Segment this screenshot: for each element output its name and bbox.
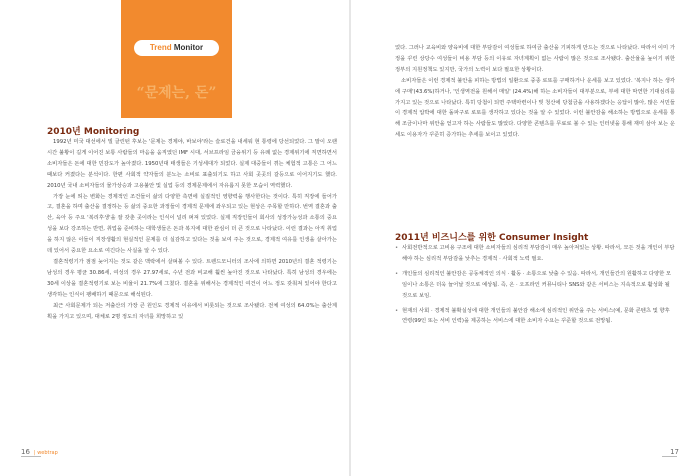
list-item: • 현재의 사회 · 경제적 불확실성에 대한 개인들의 불안감 해소에 심리적인 위안을 주는 서비스(예, 문화 콘텐츠 및 향후 연령(99인 또는 서비 인력)을 제공하는 서비스에 대한 소비자 수요는 꾸준할 것으로 전망됨. [395,306,675,328]
list-item: • 사회전반적으로 고비용 구조에 대한 소비자들의 심리적 부담감이 매우 높아져있는 상황. 따라서, 모든 것을 개인이 부담해야 하는 심리적 부담감을 낮추는 경제적 · 사회적 노력 필요. [395,243,675,265]
paragraph: 1992년 미국 대선에서 빌 클린턴 후보는 '문제는 경제야, 바보야'라는 슬로건을 내세워 현 통령에 당선되었다. 그 말이 오랜 시간 불황이 길게 이어진 보통 사람들의 마음을 움직였던 IMF 시대, 서브프라임 금융위기 등 유례 없는 경제위기에 직면하면서 소비자들은 돈에 대한 민감도가 높아졌다. 1950년대 태생들은 기성세대가 되었다. 실제 대중들이 겪는 체험적 고통은 그 어느 때보다 커졌다는 분석이다. 한편 사회적 약자들의 분노는 소비로 표출되기도 하고 사회 곳곳의 갈등으로 이어지기도 했다. 2010년 국내 소비자들의 물가상승과 고용불안 및 실업 등의 경제문제에서 자유롭지 못한 모습이 역력했다. [47,139,337,189]
article-title: “문제는, 돈” [136,85,217,101]
right-page [350,0,700,476]
left-body-text [47,137,337,437]
paragraph: 소비자들은 이런 경제적 불안을 피하는 방법의 일환으로 중종 로또를 구매하거나 운세를 보고 있었다. '복지나 하는 생각에 구매'(43.6%)하거나, '인생역전을 원해서 매일' (24.4%)해 하는 소비자들이 대부분으로, 부에 대한 막연한 기대심리를 가지고 있는 것으로 나타났다. 특히 당첨이 되면 주택마련이나 빚 청산에 당첨금을 사용하겠다는 응답이 많아, 많은 서민들이 경제적 압박에 대한 돌파구로 로또를 생각하고 있다는 것을 알 수 있었다. 이런 불안감을 해소하는 방법으로 운세를 통해 조금이나마 위안을 얻고자 하는 사람들도 많았다. 다양한 콘텐츠를 무료로 볼 수 있는 인터넷을 통해 재미 삼아 보는 운세도 이용자가 꾸준히 증가하는 추세를 보이고 있었다. [395,77,675,139]
page-number-right: 17 [670,448,679,456]
paragraph: 었다. 그러나 교육비와 양육비에 대한 부담감이 여성들로 하여금 출산을 기피하게 만드는 것으로 나타났다. 따라서 이미 가정을 꾸린 상당수 여성들이 비용 부담 등의 이유로 자녀계획이 없는 사람이 많은 것으로 조사됐다. 출산율을 높이기 위한 정부의 지원정책도 있지만, 국가의 노력이 보다 필요한 상황이다. [395,45,675,73]
insight-bullet-list [395,243,675,331]
right-body-text [395,43,675,193]
paragraph: 가장 눈에 띄는 변화는 경제적인 조건들이 삶의 다양한 측면에 실질적인 영향력을 행사한다는 것이다. 특히 직장에 들어가고, 결혼을 하며 출산을 결정하는 등 삶의 중요한 과정들이 경제적 문제에 좌우되고 있는 현상은 주목할 만하다. 번역 결혼과 출산, 육아 등 주요 '복리후생'을 잘 갖춘 곳이라는 인식이 널리 퍼져 있었다. 실제 직장인들이 회사의 성장가능성과 소통의 중요성을 보다 강조하는 반면, 취업을 준비하는 대학생들은 돈과 복지에 대한 관심이 더 큰 것으로 나타났다. 이런 결과는 아직 취업을 하지 않은 이들이 직장생활의 현실적인 문제를 더 실감하고 있다는 것을 보여 주는 것으로, 경제적 여유를 인생을 살아가는 데 있어서 중요한 요소로 여긴다는 사실을 알 수 있다. [47,193,337,255]
list-item: • 개인들의 심리적인 불안감은 공동체적인 의식 · 활동 · 소통으로 낮출 수 있음. 따라서, 개인들간의 원활하고 다양한 모임이나 소통은 더욱 늘어날 것으로 예상됨. 즉, 온 · 오프라인 커뮤니티나 SNS와 같은 서비스는 지속적으로 활성화 될 것으로 보임. [395,269,675,302]
section-title-2011: 2011년 비즈니스를 위한 Consumer Insight [395,233,589,243]
section-title-2010: 2010년 Monitoring [47,127,140,137]
paragraph: 결혼적령기가 점점 늦어지는 것도 같은 맥락에서 살펴볼 수 있다. 트렌드모니터의 조사에 의하면 2010년의 결혼 적령기는 남성의 경우 평균 30.86세, 여성의 경우 27.97세로, 수년 전과 비교해 훨씬 높아진 것으로 나타났다. 특히 남성의 경우에는 30세 이상을 결혼적령기로 보는 비율이 21.7%에 그쳤다. 결혼을 위해서는 경제적인 여건이 어느 정도 갖춰져 있어야 한다고 생각하는 인식이 팽배하기 때문으로 해석된다. [47,258,337,298]
trend-monitor-badge: Trend Monitor [134,40,219,56]
page-number-left: 16 | webtrap [21,448,58,456]
paragraph: 최근 사회문제가 되는 저출산의 가장 큰 원인도 경제적 이유에서 비롯되는 것으로 조사됐다. 전체 여성의 64.0%는 출산계획을 가지고 있으며, 대체로 2명 정도의 자녀를 희망하고 있 [47,302,337,320]
